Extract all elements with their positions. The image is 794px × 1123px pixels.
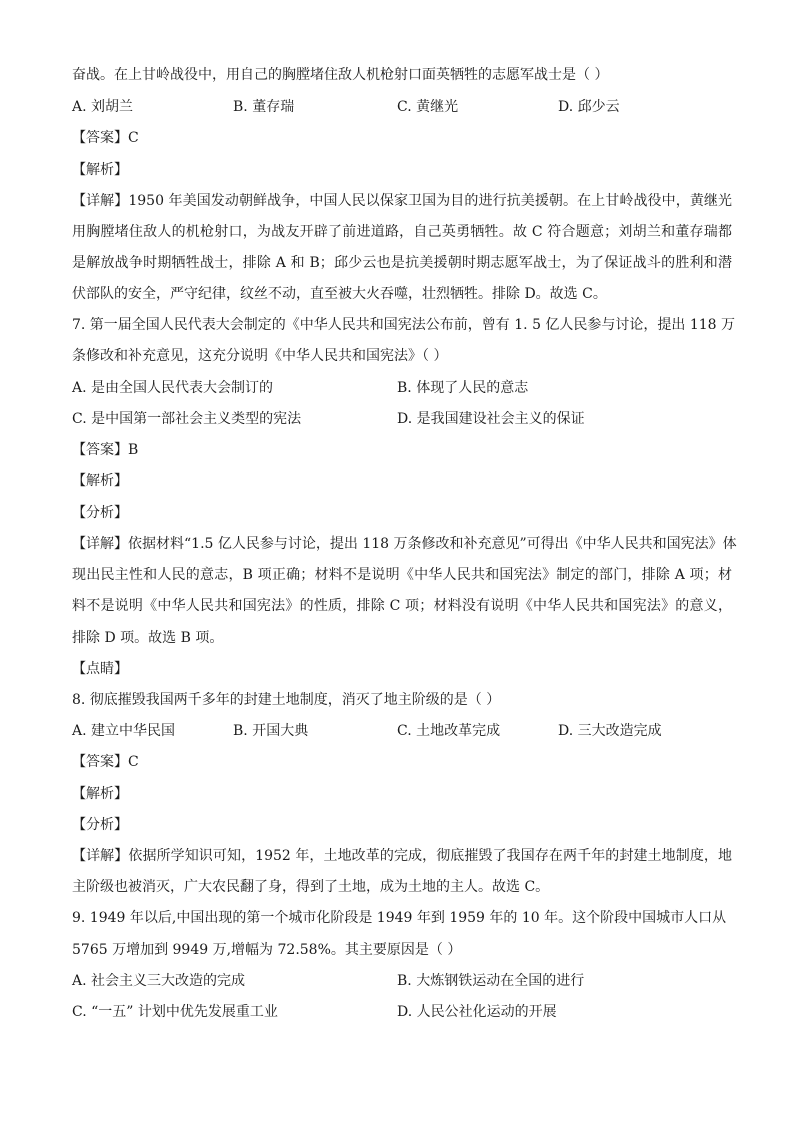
q7-stem-line: 条修改和补充意见，这充分说明《中华人民共和国宪法》（ ） (72, 348, 448, 364)
q9-stem-line: 5765 万增加到 9949 万,增幅为 72.58%。其主要原因是（ ） (72, 942, 462, 958)
q8-option-b: B. 开国大典 (233, 723, 309, 739)
q8-option-d: D. 三大改造完成 (558, 723, 662, 739)
q9-option-d: D. 人民公社化运动的开展 (397, 1004, 557, 1020)
q7-dianjing-label: 【点睛】 (72, 661, 128, 677)
q9-option-c: C. “一五” 计划中优先发展重工业 (72, 1004, 278, 1020)
q6-detail-line: 用胸膛堵住敌人的机枪射口，为战友开辟了前进道路，自己英勇牺牲。故 C 符合题意；刘胡兰和董存瑞都 (72, 224, 732, 240)
q7-detail-line: 【详解】依据材料“1.5 亿人民参与讨论，提出 118 万条修改和补充意见”可得出《中华人民共和国宪法》体 (72, 536, 737, 552)
q6-analysis-label: 【解析】 (72, 162, 128, 178)
q7-detail-line: 现出民主性和人民的意志，B 项正确；材料不是说明《中华人民共和国宪法》制定的部门，排除 A 项；材 (72, 567, 732, 583)
q6-option-c: C. 黄继光 (397, 99, 459, 115)
q8-answer: 【答案】C (72, 754, 139, 770)
q7-option-b: B. 体现了人民的意志 (397, 380, 529, 396)
q7-option-c: C. 是中国第一部社会主义类型的宪法 (72, 411, 302, 427)
q8-detail-line: 【详解】依据所学知识可知，1952 年，土地改革的完成，彻底摧毁了我国存在两千年的封建土地制度，地 (72, 848, 732, 864)
q6-option-d: D. 邱少云 (558, 99, 620, 115)
q7-analysis-label: 【解析】 (72, 473, 128, 489)
q8-option-c: C. 土地改革完成 (397, 723, 501, 739)
q9-option-b: B. 大炼钢铁运动在全国的进行 (397, 973, 585, 989)
q7-answer: 【答案】B (72, 442, 139, 458)
q6-detail-line: 伏部队的安全，严守纪律，纹丝不动，直至被大火吞噬，壮烈牺牲。排除 D。故选 C。 (72, 286, 607, 302)
q8-fenxi-label: 【分析】 (72, 817, 128, 833)
q7-option-d: D. 是我国建设社会主义的保证 (397, 411, 585, 427)
q8-analysis-label: 【解析】 (72, 786, 128, 802)
q7-option-a: A. 是由全国人民代表大会制订的 (72, 380, 274, 396)
q9-stem-line: 9. 1949 年以后,中国出现的第一个城市化阶段是 1949 年到 1959 年的 10 年。这个阶段中国城市人口从 (72, 910, 727, 926)
q7-stem-line: 7. 第一届全国人民代表大会制定的《中华人民共和国宪法公布前，曾有 1. 5 亿人民参与讨论，提出 118 万 (72, 317, 736, 333)
q6-answer: 【答案】C (72, 130, 139, 146)
q8-option-a: A. 建立中华民国 (72, 723, 176, 739)
q9-option-a: A. 社会主义三大改造的完成 (72, 973, 246, 989)
q8-detail-line: 主阶级也被消灭，广大农民翻了身，得到了土地，成为土地的主人。故选 C。 (72, 879, 550, 895)
q7-detail-line: 排除 D 项。故选 B 项。 (72, 630, 224, 646)
q7-detail-line: 料不是说明《中华人民共和国宪法》的性质，排除 C 项；材料没有说明《中华人民共和国宪法》的意义， (72, 598, 732, 614)
q8-stem: 8. 彻底摧毁我国两千多年的封建土地制度，消灭了地主阶级的是（ ） (72, 692, 501, 708)
q7-fenxi-label: 【分析】 (72, 505, 128, 521)
q6-stem: 奋战。在上甘岭战役中，用自己的胸膛堵住敌人机枪射口面英牺牲的志愿军战士是（ ） (72, 67, 609, 83)
q6-detail-line: 【详解】1950 年美国发动朝鲜战争，中国人民以保家卫国为目的进行抗美援朝。在上甘岭战役中，黄继光 (72, 193, 732, 209)
q6-option-a: A. 刘胡兰 (72, 99, 134, 115)
q6-detail-line: 是解放战争时期牺牲战士，排除 A 和 B；邱少云也是抗美援朝时期志愿军战士，为了保证战斗的胜利和潜 (72, 255, 732, 271)
q6-option-b: B. 董存瑞 (233, 99, 295, 115)
